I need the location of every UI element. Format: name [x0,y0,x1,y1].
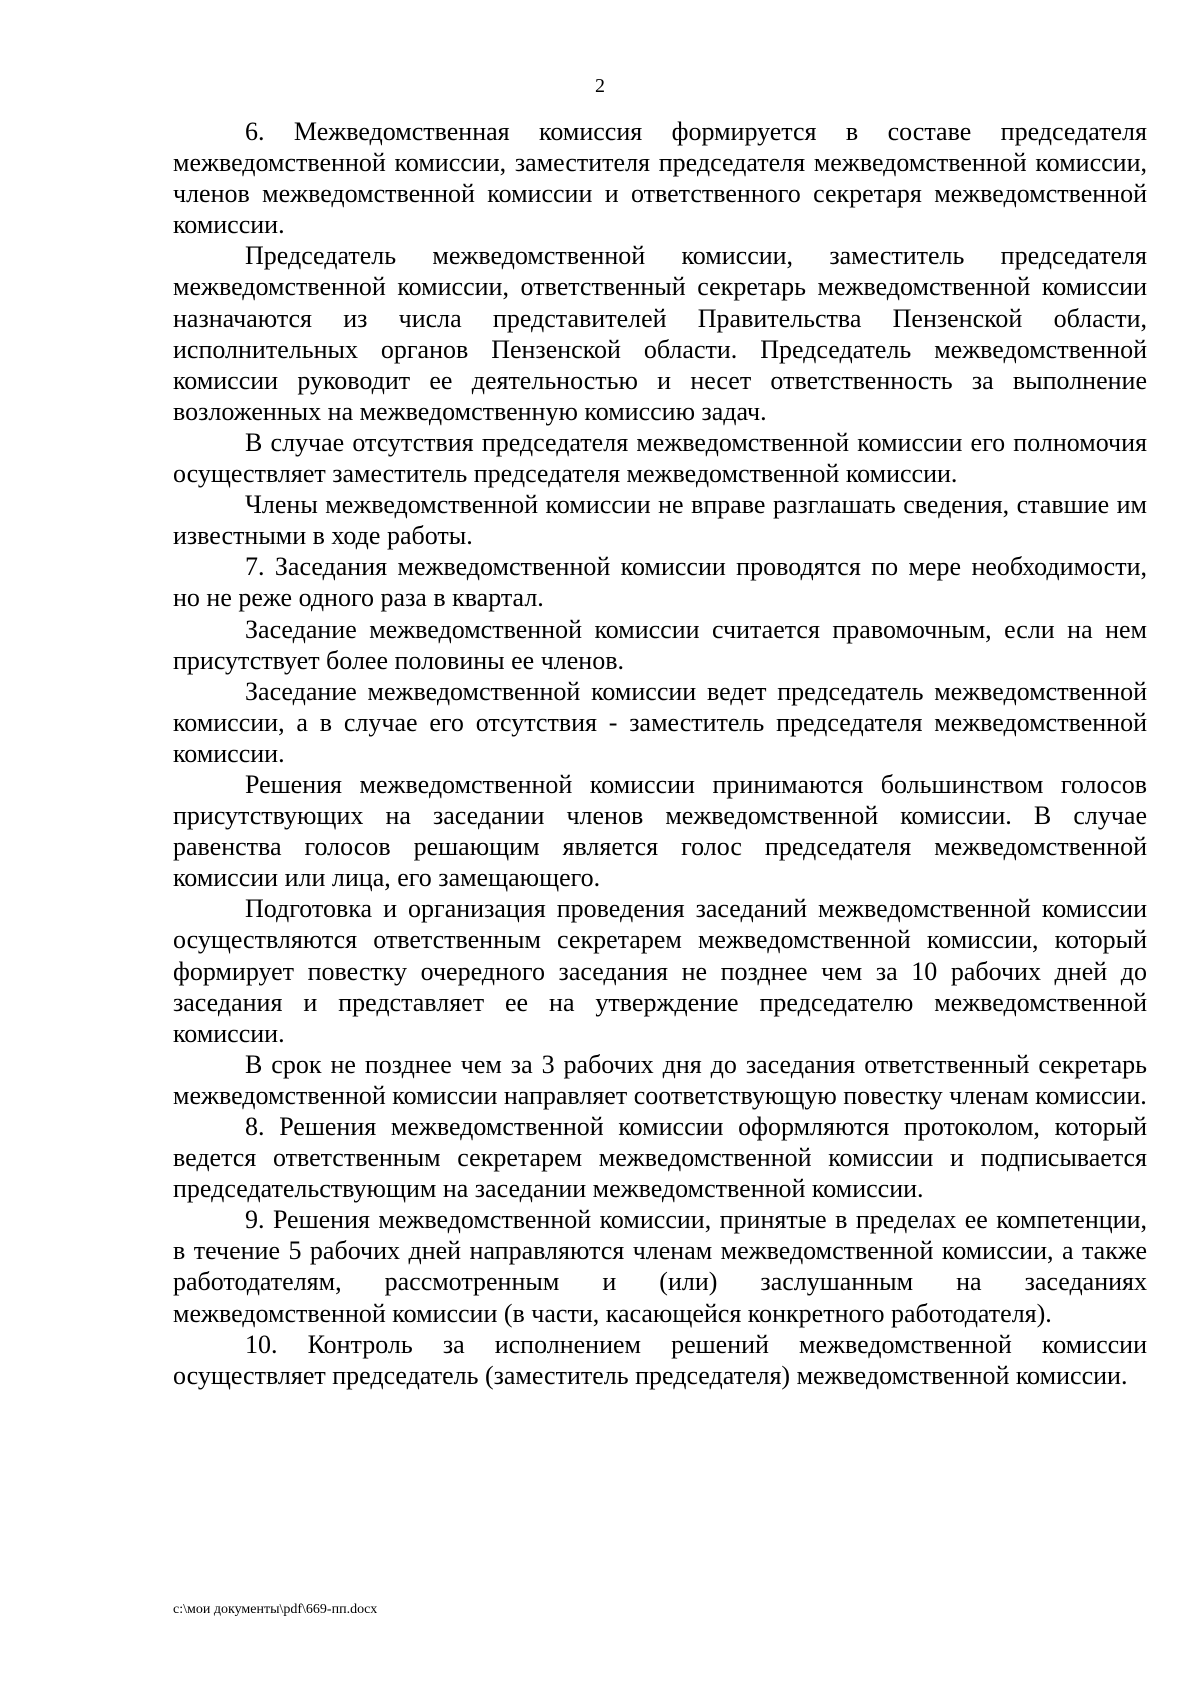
paragraph: Заседание межведомственной комиссии ведет председатель межведомственной комиссии, а в случае его отсутствия - заместитель председателя межведомственной комиссии. [173,676,1147,768]
paragraph: 10. Контроль за исполнением решений межведомственной комиссии осуществляет председатель (заместитель председателя) межведомственной комиссии. [173,1329,1147,1390]
footer-file-path: c:\мои документы\pdf\669-пп.docx [173,1602,378,1617]
document-body [173,116,1147,1391]
paragraph: 7. Заседания межведомственной комиссии проводятся по мере необходимости, но не реже одного раза в квартал. [173,552,1147,613]
paragraph: В случае отсутствия председателя межведомственной комиссии его полномочия осуществляет заместитель председателя межведомственной комиссии. [173,427,1147,489]
paragraph: 8. Решения межведомственной комиссии оформляются протоколом, который ведется ответственным секретарем межведомственной комиссии и подписывается председательствующим на заседании межведомственной комиссии. [173,1112,1147,1204]
paragraph: Члены межведомственной комиссии не вправе разглашать сведения, ставшие им известными в ходе работы. [173,490,1147,551]
paragraph: 9. Решения межведомственной комиссии, принятые в пределах ее компетенции, в течение 5 рабочих дней направляются членам межведомственной комиссии, а также работодателям, рассмотренным и (или) заслушанным на заседаниях межведомственной комиссии (в части, касающейся конкретного работодателя). [173,1205,1147,1328]
paragraph: Подготовка и организация проведения заседаний межведомственной комиссии осуществляются ответственным секретарем межведомственной комиссии, который формирует повестку очередного заседания не позднее чем за 10 рабочих дней до заседания и представляет ее на утверждение председателю межведомственной комиссии. [173,894,1147,1048]
paragraph: 6. Межведомственная комиссия формируется в составе председателя межведомственной комиссии, заместителя председателя межведомственной комиссии, членов межведомственной комиссии и ответственного секретаря межведомственной комиссии. [173,117,1147,240]
paragraph: Заседание межведомственной комиссии считается правомочным, если на нем присутствует более половины ее членов. [173,614,1147,675]
paragraph: Председатель межведомственной комиссии, заместитель председателя межведомственной комиссии, ответственный секретарь межведомственной комиссии назначаются из числа представителей Правительства Пензенской области, исполнительных органов Пензенской области. Председатель межведомственной комиссии руководит ее деятельностью и несет ответственность за выполнение возложенных на межведомственную комиссию задач. [173,241,1147,426]
paragraph: Решения межведомственной комиссии принимаются большинством голосов присутствующих на заседании членов межведомственной комиссии. В случае равенства голосов решающим является голос председателя межведомственной комиссии или лица, его замещающего. [173,769,1147,893]
paragraph: В срок не позднее чем за 3 рабочих дня до заседания ответственный секретарь межведомственной комиссии направляет соответствующую повестку членам комиссии. [173,1049,1147,1110]
page-number: 2 [595,75,605,97]
